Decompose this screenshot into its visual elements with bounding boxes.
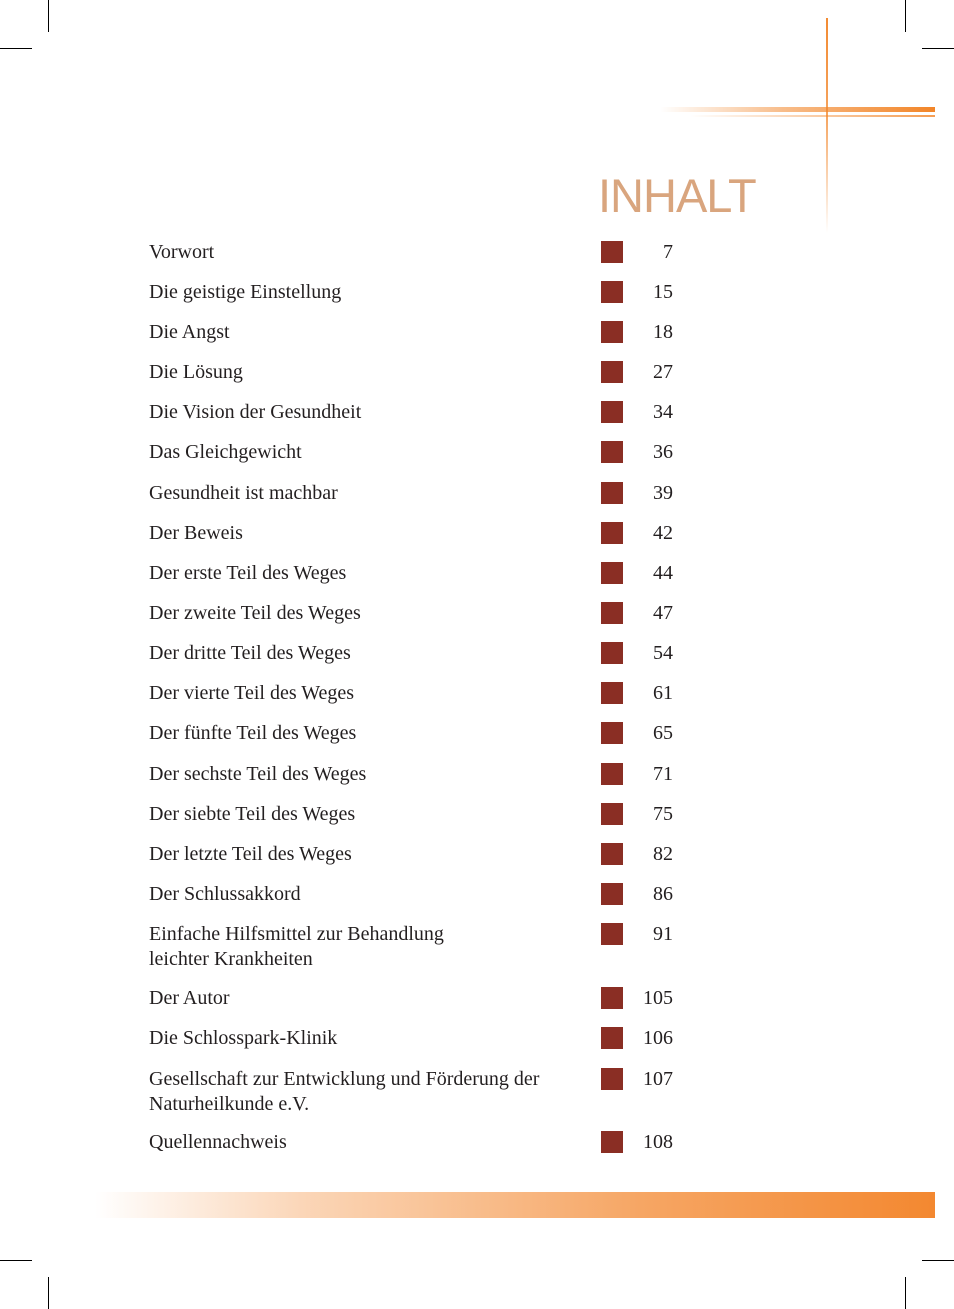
toc-marker-square bbox=[601, 562, 623, 584]
toc-entry-page-number: 54 bbox=[653, 642, 673, 664]
toc-entry bbox=[149, 922, 679, 970]
toc-entry-page-number: 61 bbox=[653, 682, 673, 704]
toc-entry bbox=[149, 1026, 679, 1052]
toc-entry bbox=[149, 240, 679, 266]
toc-entry bbox=[149, 882, 679, 908]
toc-entry-page-number: 105 bbox=[643, 987, 673, 1009]
toc-entry-page-number: 44 bbox=[653, 562, 673, 584]
toc-entry-title: Einfache Hilfsmittel zur Behandlung leichter Krankheiten bbox=[149, 923, 444, 970]
toc-entry bbox=[149, 521, 679, 547]
toc-entry-page-number: 106 bbox=[643, 1027, 673, 1049]
decorative-vertical-line bbox=[826, 18, 828, 233]
decorative-horizontal-line bbox=[660, 107, 935, 112]
crop-mark-bottom-right-horizontal bbox=[922, 1260, 954, 1261]
toc-marker-square bbox=[601, 1131, 623, 1153]
toc-entry-page-number: 75 bbox=[653, 803, 673, 825]
toc-entry bbox=[149, 641, 679, 667]
toc-entry-title: Der zweite Teil des Weges bbox=[149, 602, 361, 624]
toc-entry bbox=[149, 561, 679, 587]
page-title: INHALT bbox=[598, 169, 756, 222]
toc-entry-page-number: 47 bbox=[653, 602, 673, 624]
toc-entry bbox=[149, 481, 679, 507]
toc-entry-title: Gesellschaft zur Entwicklung und Förderung der Naturheilkunde e.V. bbox=[149, 1068, 540, 1115]
bottom-gradient-bar bbox=[95, 1192, 935, 1218]
toc-marker-square bbox=[601, 923, 623, 945]
toc-entry-page-number: 39 bbox=[653, 482, 673, 504]
toc-marker-square bbox=[601, 843, 623, 865]
toc-entry-title: Der dritte Teil des Weges bbox=[149, 642, 351, 664]
toc-marker-square bbox=[601, 441, 623, 463]
toc-entry-title: Die Schlosspark-Klinik bbox=[149, 1027, 338, 1049]
toc-entry bbox=[149, 681, 679, 707]
toc-marker-square bbox=[601, 361, 623, 383]
toc-entry-page-number: 108 bbox=[643, 1131, 673, 1153]
toc-marker-square bbox=[601, 401, 623, 423]
crop-mark-bottom-right-vertical bbox=[905, 1277, 906, 1309]
toc-marker-square bbox=[601, 602, 623, 624]
toc-entry-title: Der fünfte Teil des Weges bbox=[149, 722, 357, 744]
toc-marker-square bbox=[601, 1068, 623, 1090]
toc-entry-title: Die geistige Einstellung bbox=[149, 281, 342, 303]
toc-entry-title: Der erste Teil des Weges bbox=[149, 562, 347, 584]
toc-entry-title: Die Angst bbox=[149, 321, 230, 343]
toc-entry bbox=[149, 440, 679, 466]
toc-entry-title: Der letzte Teil des Weges bbox=[149, 843, 352, 865]
toc-entry-page-number: 107 bbox=[643, 1068, 673, 1090]
toc-marker-square bbox=[601, 522, 623, 544]
toc-entry-page-number: 18 bbox=[653, 321, 673, 343]
toc-entry-title: Die Vision der Gesundheit bbox=[149, 401, 362, 423]
toc-entry bbox=[149, 400, 679, 426]
crop-mark-top-left-horizontal bbox=[0, 48, 32, 49]
toc-entry-page-number: 15 bbox=[653, 281, 673, 303]
toc-entry bbox=[149, 360, 679, 386]
toc-marker-square bbox=[601, 803, 623, 825]
toc-entry-title: Der vierte Teil des Weges bbox=[149, 682, 355, 704]
toc-marker-square bbox=[601, 883, 623, 905]
toc-entry-title: Die Lösung bbox=[149, 361, 243, 383]
toc-entry-page-number: 82 bbox=[653, 843, 673, 865]
toc-entry bbox=[149, 721, 679, 747]
crop-mark-bottom-left-horizontal bbox=[0, 1260, 32, 1261]
toc-entry-page-number: 27 bbox=[653, 361, 673, 383]
toc-entry bbox=[149, 842, 679, 868]
toc-marker-square bbox=[601, 281, 623, 303]
decorative-horizontal-line-thin bbox=[690, 115, 935, 117]
toc-entry-page-number: 42 bbox=[653, 522, 673, 544]
toc-marker-square bbox=[601, 1027, 623, 1049]
toc-entry-title: Der Autor bbox=[149, 987, 230, 1009]
toc-entry-title: Der Beweis bbox=[149, 522, 243, 544]
crop-mark-bottom-left-vertical bbox=[48, 1277, 49, 1309]
toc-entry bbox=[149, 986, 679, 1012]
toc-marker-square bbox=[601, 722, 623, 744]
toc-marker-square bbox=[601, 682, 623, 704]
toc-marker-square bbox=[601, 241, 623, 263]
toc-marker-square bbox=[601, 763, 623, 785]
toc-entry-page-number: 7 bbox=[663, 241, 673, 263]
toc-marker-square bbox=[601, 642, 623, 664]
toc-entry-page-number: 71 bbox=[653, 763, 673, 785]
crop-mark-top-right-vertical bbox=[905, 0, 906, 32]
toc-marker-square bbox=[601, 482, 623, 504]
toc-marker-square bbox=[601, 321, 623, 343]
toc-entry-title: Quellennachweis bbox=[149, 1131, 287, 1153]
toc-entry-title: Vorwort bbox=[149, 241, 215, 263]
toc-entry bbox=[149, 762, 679, 788]
toc-entry bbox=[149, 601, 679, 627]
toc-entry-title: Der sechste Teil des Weges bbox=[149, 763, 367, 785]
toc-entry-title: Der siebte Teil des Weges bbox=[149, 803, 356, 825]
toc-entry bbox=[149, 1130, 679, 1156]
toc-entry-page-number: 65 bbox=[653, 722, 673, 744]
toc-entry-page-number: 36 bbox=[653, 441, 673, 463]
crop-mark-top-left-vertical bbox=[48, 0, 49, 32]
toc-entry-page-number: 86 bbox=[653, 883, 673, 905]
toc-entry bbox=[149, 1067, 679, 1115]
toc-entry-title: Der Schlussakkord bbox=[149, 883, 301, 905]
toc-entry-page-number: 34 bbox=[653, 401, 673, 423]
toc-entry-title: Gesundheit ist machbar bbox=[149, 482, 338, 504]
crop-mark-top-right-horizontal bbox=[922, 48, 954, 49]
toc-entry bbox=[149, 802, 679, 828]
toc-entry bbox=[149, 280, 679, 306]
toc-entry-page-number: 91 bbox=[653, 923, 673, 945]
toc-entry bbox=[149, 320, 679, 346]
toc-marker-square bbox=[601, 987, 623, 1009]
toc-entry-title: Das Gleichgewicht bbox=[149, 441, 302, 463]
